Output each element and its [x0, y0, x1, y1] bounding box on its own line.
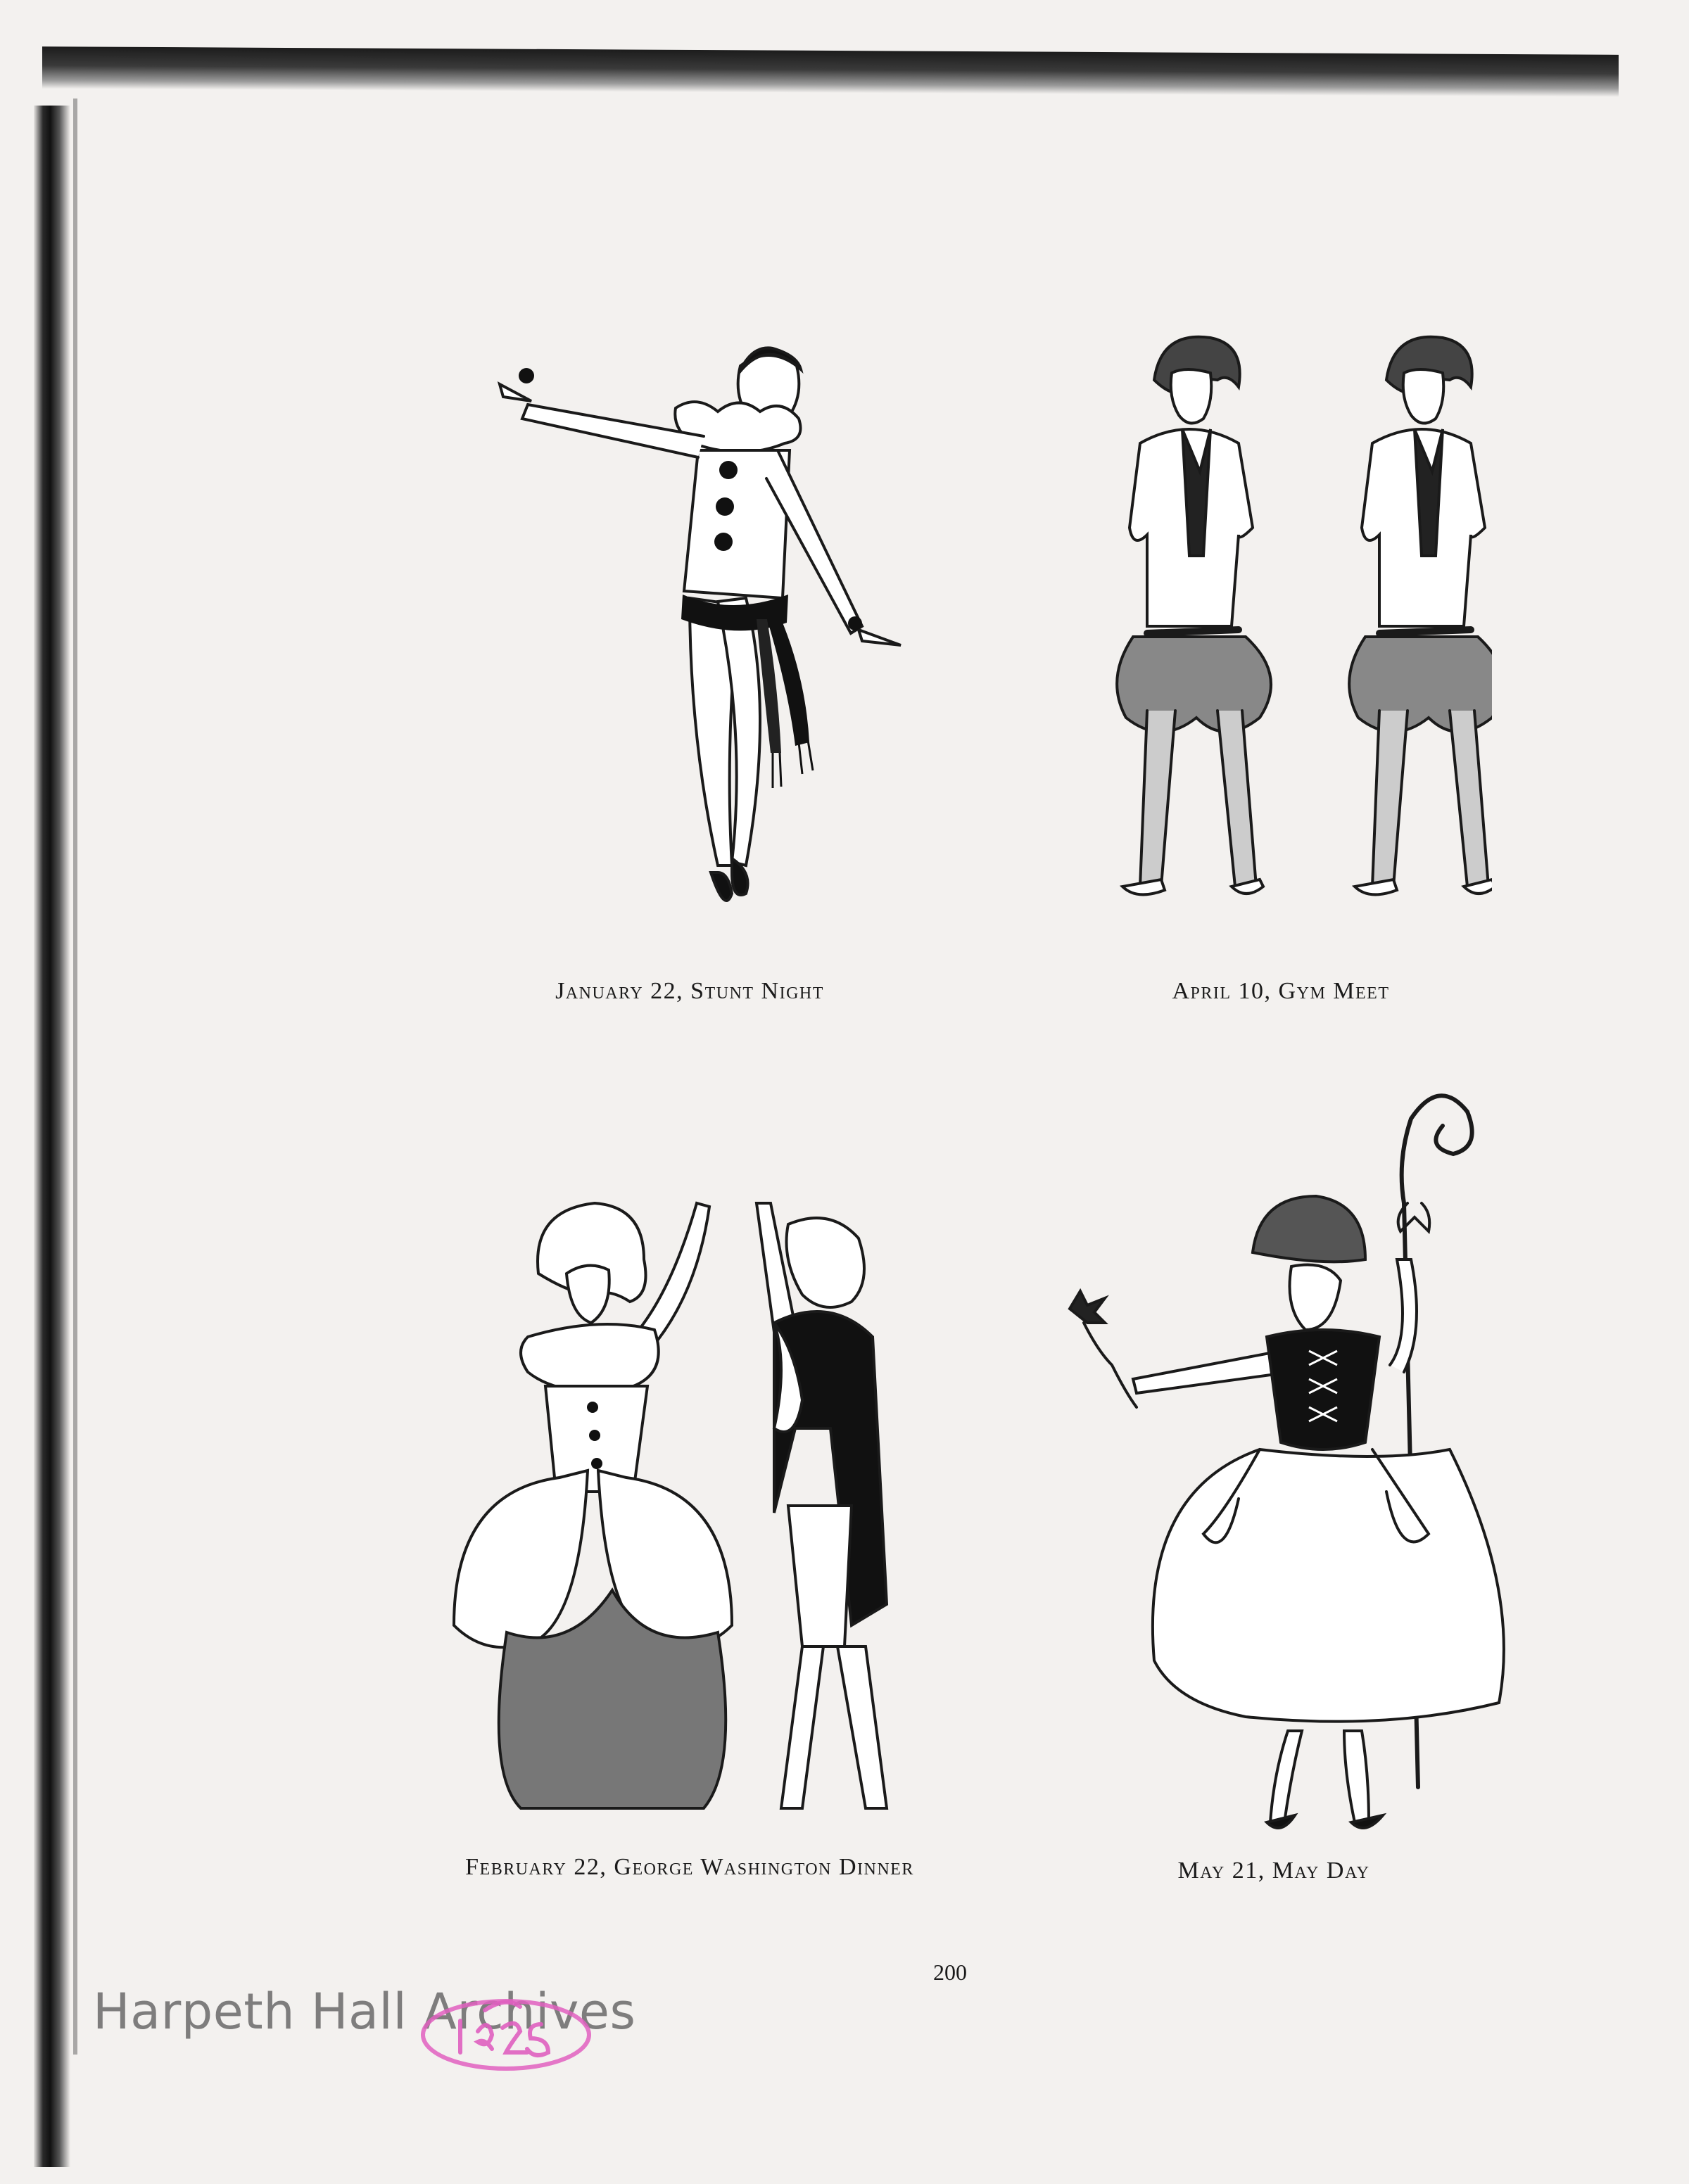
caption-may-day: May 21, May Day — [1177, 1858, 1370, 1884]
scan-left-edge-shadow — [34, 106, 70, 2167]
scan-top-edge-shadow — [42, 46, 1619, 97]
illustration-stunt-night — [436, 317, 943, 950]
caption-gym-meet: April 10, Gym Meet — [1172, 978, 1390, 1004]
illustration-washington-dinner — [422, 1196, 957, 1822]
illustration-may-day — [1042, 1084, 1506, 1843]
scan-left-edge-line — [73, 99, 77, 2055]
illustration-gym-meet — [1056, 317, 1492, 950]
caption-stunt-night: January 22, Stunt Night — [555, 978, 824, 1004]
caption-washington-dinner: February 22, George Washington Dinner — [465, 1854, 914, 1880]
page-number: 200 — [933, 1960, 967, 1985]
archive-watermark: Harpeth Hall Archives — [93, 1983, 636, 2040]
handwritten-year-mark — [418, 1993, 594, 2077]
